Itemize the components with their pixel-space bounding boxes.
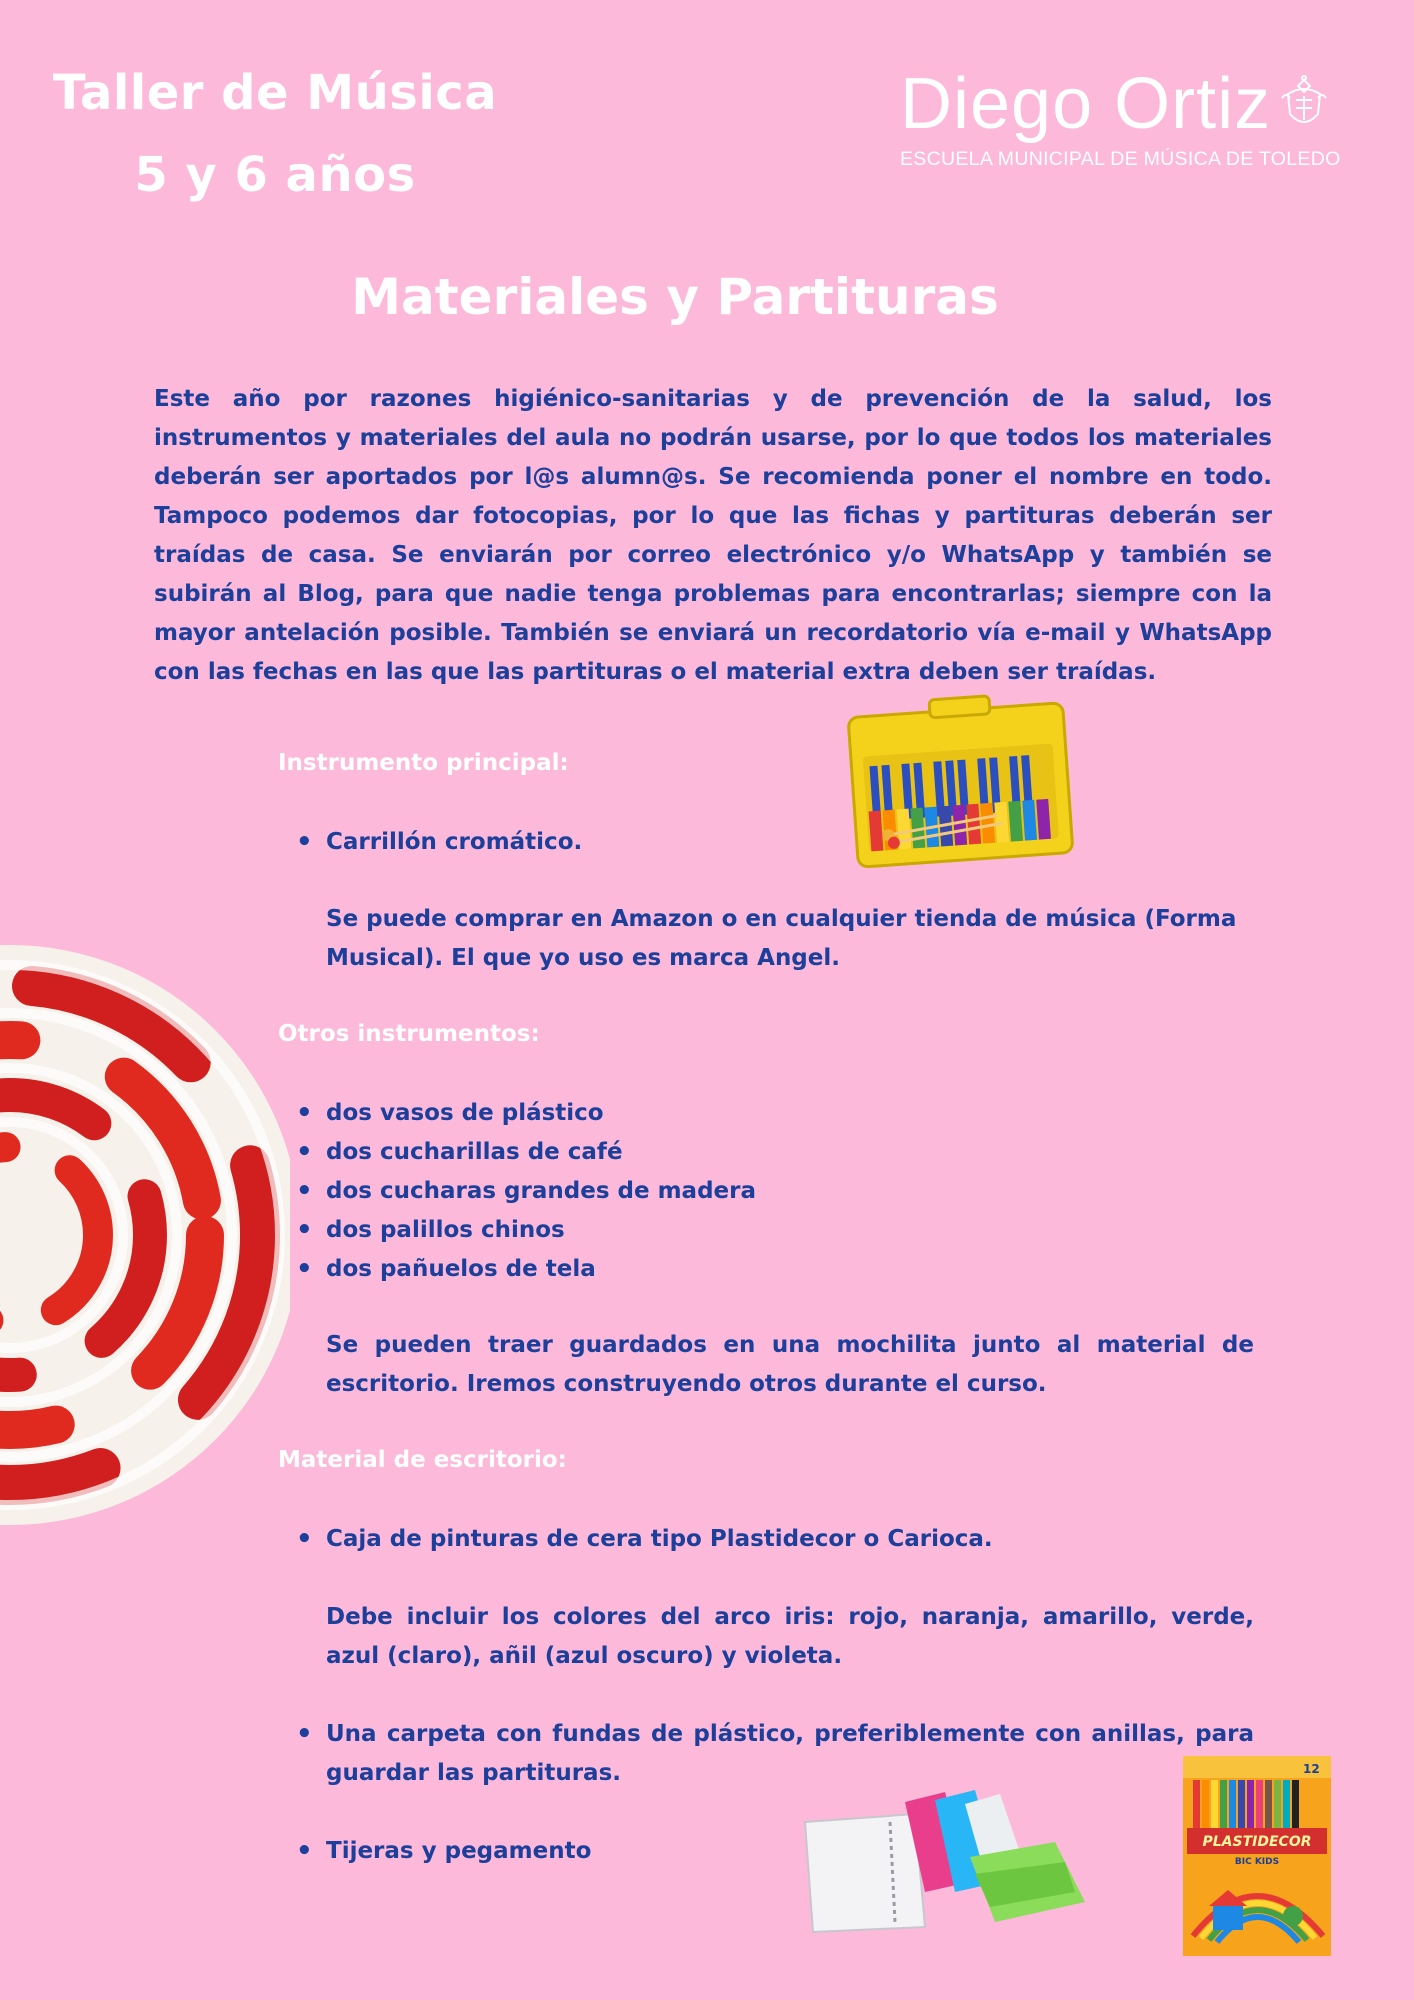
desk-material-crayons-note: Debe incluir los colores del arco iris: rojo, naranja, amarillo, verde, azul (claro), añil (azul oscuro) y violeta. — [326, 1604, 1254, 1669]
list-item: • dos pañuelos de tela — [326, 1250, 756, 1289]
crest-icon — [1278, 74, 1330, 132]
crayon-box-image — [1183, 1756, 1331, 1956]
list-item: • dos palillos chinos — [326, 1211, 756, 1250]
other-instruments-label: Otros instrumentos: — [278, 1021, 540, 1047]
school-subtitle: ESCUELA MUNICIPAL DE MÚSICA DE TOLEDO — [900, 148, 1341, 170]
school-name: Diego Ortiz — [900, 64, 1272, 144]
workshop-title — [50, 52, 500, 216]
workshop-title-line1: Taller de Música — [52, 65, 498, 121]
main-instrument-label: Instrumento principal: — [278, 750, 569, 776]
crayon-brand: PLASTIDECOR — [1202, 1834, 1312, 1850]
list-item: • dos vasos de plástico — [326, 1094, 756, 1133]
workshop-title-line2: 5 y 6 años — [134, 147, 416, 203]
list-item: • dos cucharas grandes de madera — [326, 1172, 756, 1211]
desk-material-item-scissors: • Tijeras y pegamento — [326, 1832, 591, 1871]
desk-material-item-folder: • Una carpeta con fundas de plástico, preferiblemente con anillas, para guardar las partituras. — [326, 1715, 1254, 1793]
xylophone-image — [845, 690, 1075, 880]
list-item: • dos cucharillas de café — [326, 1133, 756, 1172]
page-heading: Materiales y Partituras — [351, 268, 999, 326]
crayon-sub: BIC KIDS — [1234, 1857, 1280, 1867]
other-instruments-note: Se pueden traer guardados en una mochilita junto al material de escritorio. Iremos construyendo otros durante el curso. — [326, 1332, 1254, 1397]
desk-material-label: Material de escritorio: — [278, 1447, 567, 1473]
intro-paragraph: Este año por razones higiénico-sanitarias y de prevención de la salud, los instrumentos y materiales del aula no podrán usarse, por lo que todos los materiales deberán ser aportados por l@s alumn@s. Se recomienda poner el nombre en todo. Tampoco podemos dar fotocopias, por lo que las fichas y partituras deberán ser traídas de casa. Se enviarán por correo electrónico y/o WhatsApp y también se subirán al Blog, para que nadie tenga problemas para encontrarlas; siempre con la mayor antelación posible. También se enviará un recordatorio vía e-mail y WhatsApp con las fechas en las que las partituras o el material extra deben ser traídas. — [154, 386, 1272, 685]
folders-image — [795, 1782, 1095, 1942]
main-instrument-item: • Carrillón cromático. — [326, 823, 582, 862]
lollipop-image — [0, 915, 290, 1535]
desk-material-item-crayons: • Caja de pinturas de cera tipo Plastidecor o Carioca. — [326, 1520, 1254, 1559]
main-instrument-note-line1: Se puede comprar en Amazon o en cualquier tienda de música (Forma — [326, 906, 1237, 932]
other-instruments-list — [326, 1094, 756, 1289]
crayon-count: 12 — [1303, 1762, 1320, 1776]
main-instrument-note-line2: Musical). El que yo uso es marca Angel. — [326, 945, 840, 971]
